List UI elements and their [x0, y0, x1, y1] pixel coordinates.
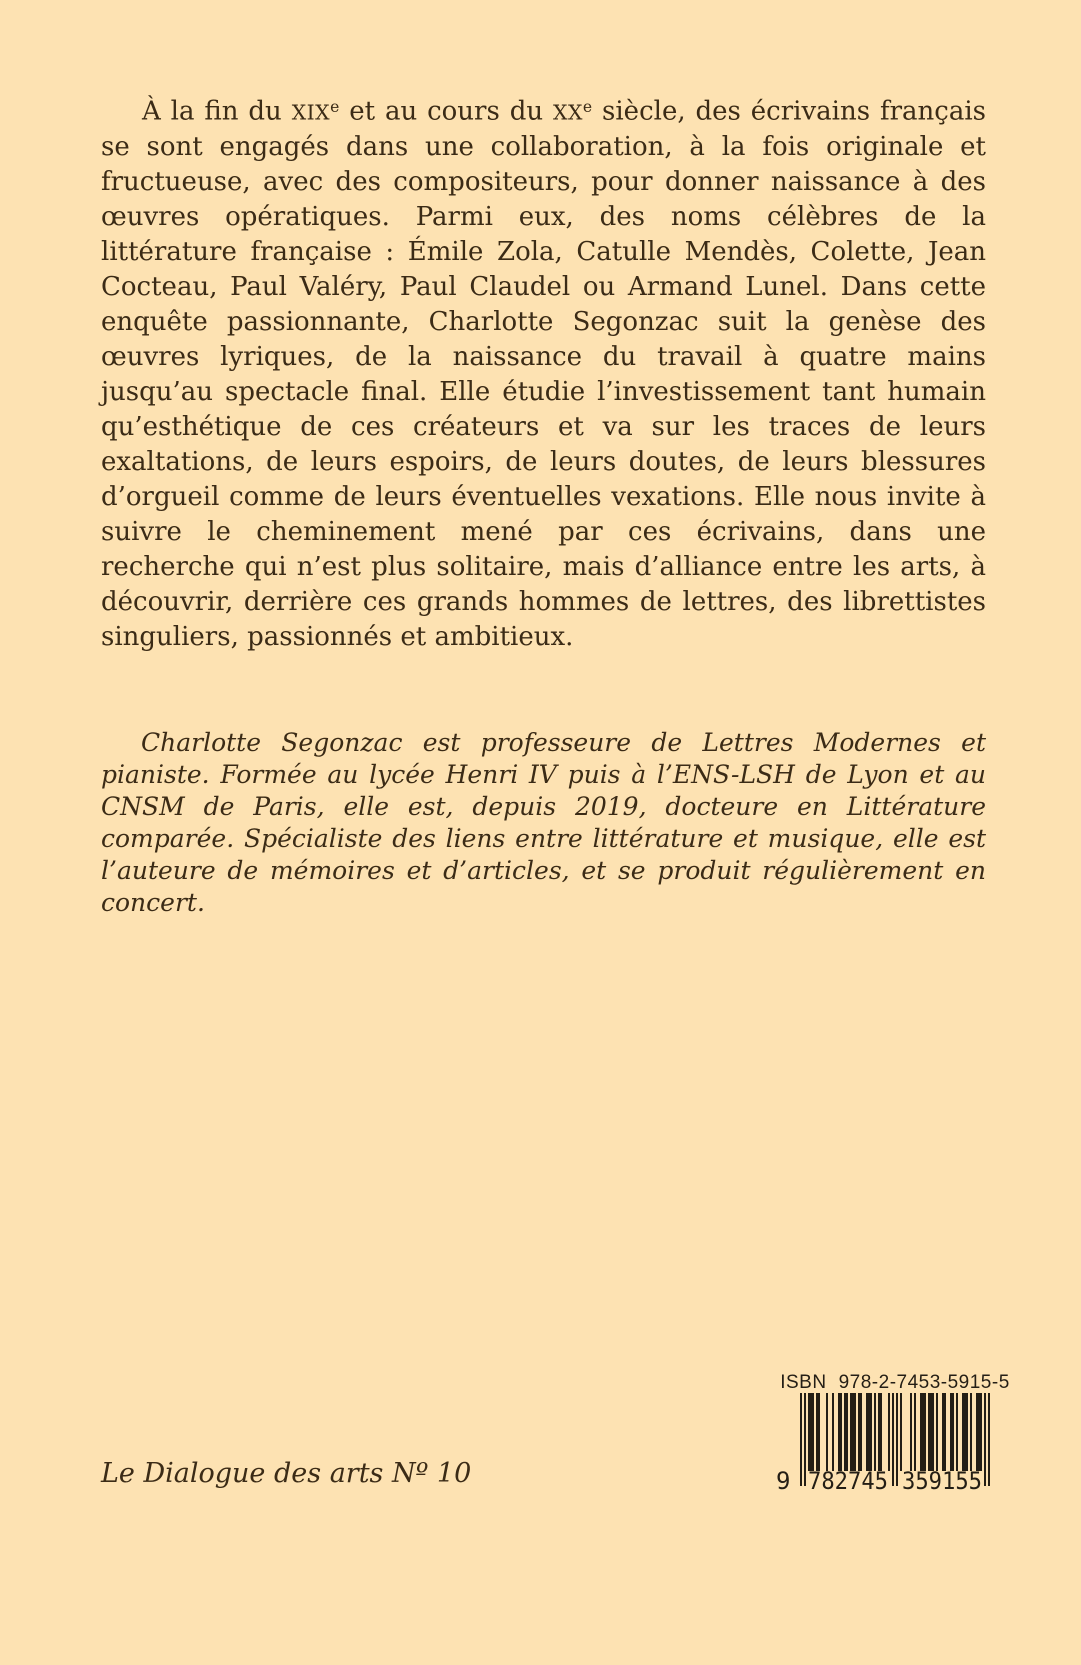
- synopsis-text-2: et au cours du: [339, 96, 554, 127]
- svg-text:9: 9: [776, 1467, 791, 1493]
- collection-series-title: Le Dialogue des arts Nº 10: [101, 1458, 472, 1489]
- ean13-barcode: [774, 1393, 990, 1493]
- svg-text:782745: 782745: [808, 1467, 888, 1493]
- isbn-block: [774, 1372, 1010, 1493]
- synopsis-text-1: À la fin du: [142, 96, 292, 127]
- isbn-label-row: [780, 1372, 1010, 1393]
- svg-text:359155: 359155: [902, 1467, 982, 1493]
- ordinal-superscript: e: [582, 98, 593, 116]
- isbn-label: ISBN: [780, 1372, 827, 1393]
- synopsis-text-3: siècle, des écrivains français se sont engagés dans une collaboration, à la fois originale et fructueuse, avec des compositeurs, pour donner naissance à des œuvres opératiques. Parmi eux, des noms célèbres de la littérature française : Émile Zola, Catulle Mendès, Colette, Jean Cocteau, Paul Valéry, Paul Claudel ou Armand Lunel. Dans cette enquête passionnante, Charlotte Segonzac suit la genèse des œuvres lyriques, de la naissance du travail à quatre mains jusqu’au spectacle final. Elle étudie l’investissement tant humain qu’esthétique de ces créateurs et va sur les traces de leurs exaltations, de leurs espoirs, de leurs doutes, de leurs blessures d’orgueil comme de leurs éventuelles vexations. Elle nous invite à suivre le cheminement mené par ces écrivains, dans une recherche qui n’est plus solitaire, mais d’alliance entre les arts, à découvrir, derrière ces grands hommes de lettres, des librettistes singuliers, passionnés et ambitieux.: [101, 96, 986, 653]
- isbn-number: 978-2-7453-5915-5: [838, 1372, 1010, 1393]
- synopsis-paragraph: [101, 90, 986, 655]
- century-smallcaps-xx: XX: [553, 100, 583, 125]
- ordinal-superscript: e: [330, 98, 340, 116]
- author-bio-paragraph: Charlotte Segonzac est professeure de Lettres Modernes et pianiste. Formée au lycée Henri IV puis à l’ENS-LSH de Lyon et au CNSM de Paris, elle est, depuis 2019, docteure en Littérature comparée. Spécialiste des liens entre littérature et musique, elle est l’auteure de mémoires et d’articles, et se produit régulièrement en concert.: [101, 728, 986, 917]
- century-smallcaps-xix: XIX: [291, 100, 331, 125]
